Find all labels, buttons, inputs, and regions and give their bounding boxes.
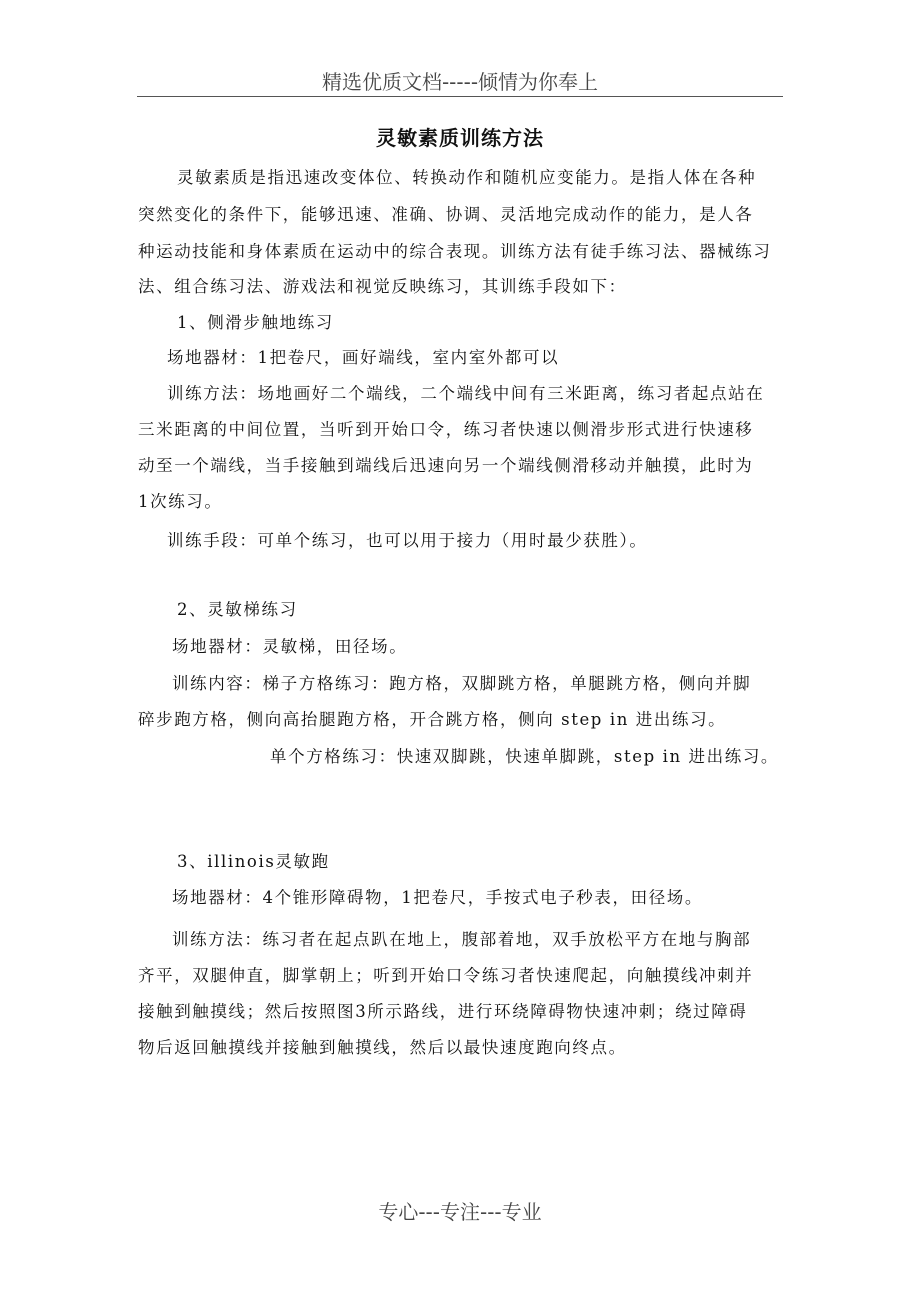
section3-heading: 3、illinois灵敏跑 [177,852,330,871]
section2-content-line: 训练内容：梯子方格练习：跑方格，双脚跳方格，单腿跳方格，侧向并脚 [172,674,752,693]
document-title: 灵敏素质训练方法 [376,126,544,150]
section3-equipment: 场地器材：4个锥形障碍物，1把卷尺，手按式电子秒表，田径场。 [172,888,703,907]
section2-content-line: 单个方格练习：快速双脚跳，快速单脚跳，step in 进出练习。 [270,747,780,766]
section3-method-line: 训练方法：练习者在起点趴在地上，腹部着地，双手放松平方在地与胸部 [172,930,752,949]
section2-heading: 2、灵敏梯练习 [177,600,298,619]
section3-method-line: 接触到触摸线；然后按照图3所示路线，进行环绕障碍物快速冲刺；绕过障碍 [138,1002,748,1021]
section1-equipment: 场地器材：1把卷尺，画好端线，室内室外都可以 [167,348,560,367]
intro-line: 种运动技能和身体素质在运动中的综合表现。训练方法有徒手练习法、器械练习 [138,242,772,261]
section3-method-line: 齐平，双腿伸直，脚掌朝上；听到开始口令练习者快速爬起，向触摸线冲刺并 [138,966,754,985]
section1-method-line: 训练方法：场地画好二个端线，二个端线中间有三米距离，练习者起点站在 [167,384,765,403]
section3-method-line: 物后返回触摸线并接触到触摸线，然后以最快速度跑向终点。 [138,1038,627,1057]
intro-line: 突然变化的条件下，能够迅速、准确、协调、灵活地完成动作的能力，是人各 [138,205,754,224]
section1-method-line: 1次练习。 [138,492,223,511]
page-header: 精选优质文档-----倾情为你奉上 [321,70,599,94]
page-footer: 专心---专注---专业 [378,1200,542,1224]
intro-line: 法、组合练习法、游戏法和视觉反映练习，其训练手段如下： [138,277,627,296]
section2-content-line: 碎步跑方格，侧向高抬腿跑方格，开合跳方格，侧向 step in 进出练习。 [138,710,727,729]
section1-method-line: 三米距离的中间位置，当听到开始口令，练习者快速以侧滑步形式进行快速移 [138,420,754,439]
header-rule [137,96,783,97]
section2-equipment: 场地器材：灵敏梯，田径场。 [172,637,408,656]
section1-method-line: 动至一个端线，当手接触到端线后迅速向另一个端线侧滑移动并触摸，此时为 [138,456,754,475]
section1-means: 训练手段：可单个练习，也可以用于接力（用时最少获胜）。 [167,531,648,550]
section1-heading: 1、侧滑步触地练习 [177,313,334,332]
intro-line: 灵敏素质是指迅速改变体位、转换动作和随机应变能力。是指人体在各种 [177,168,757,187]
